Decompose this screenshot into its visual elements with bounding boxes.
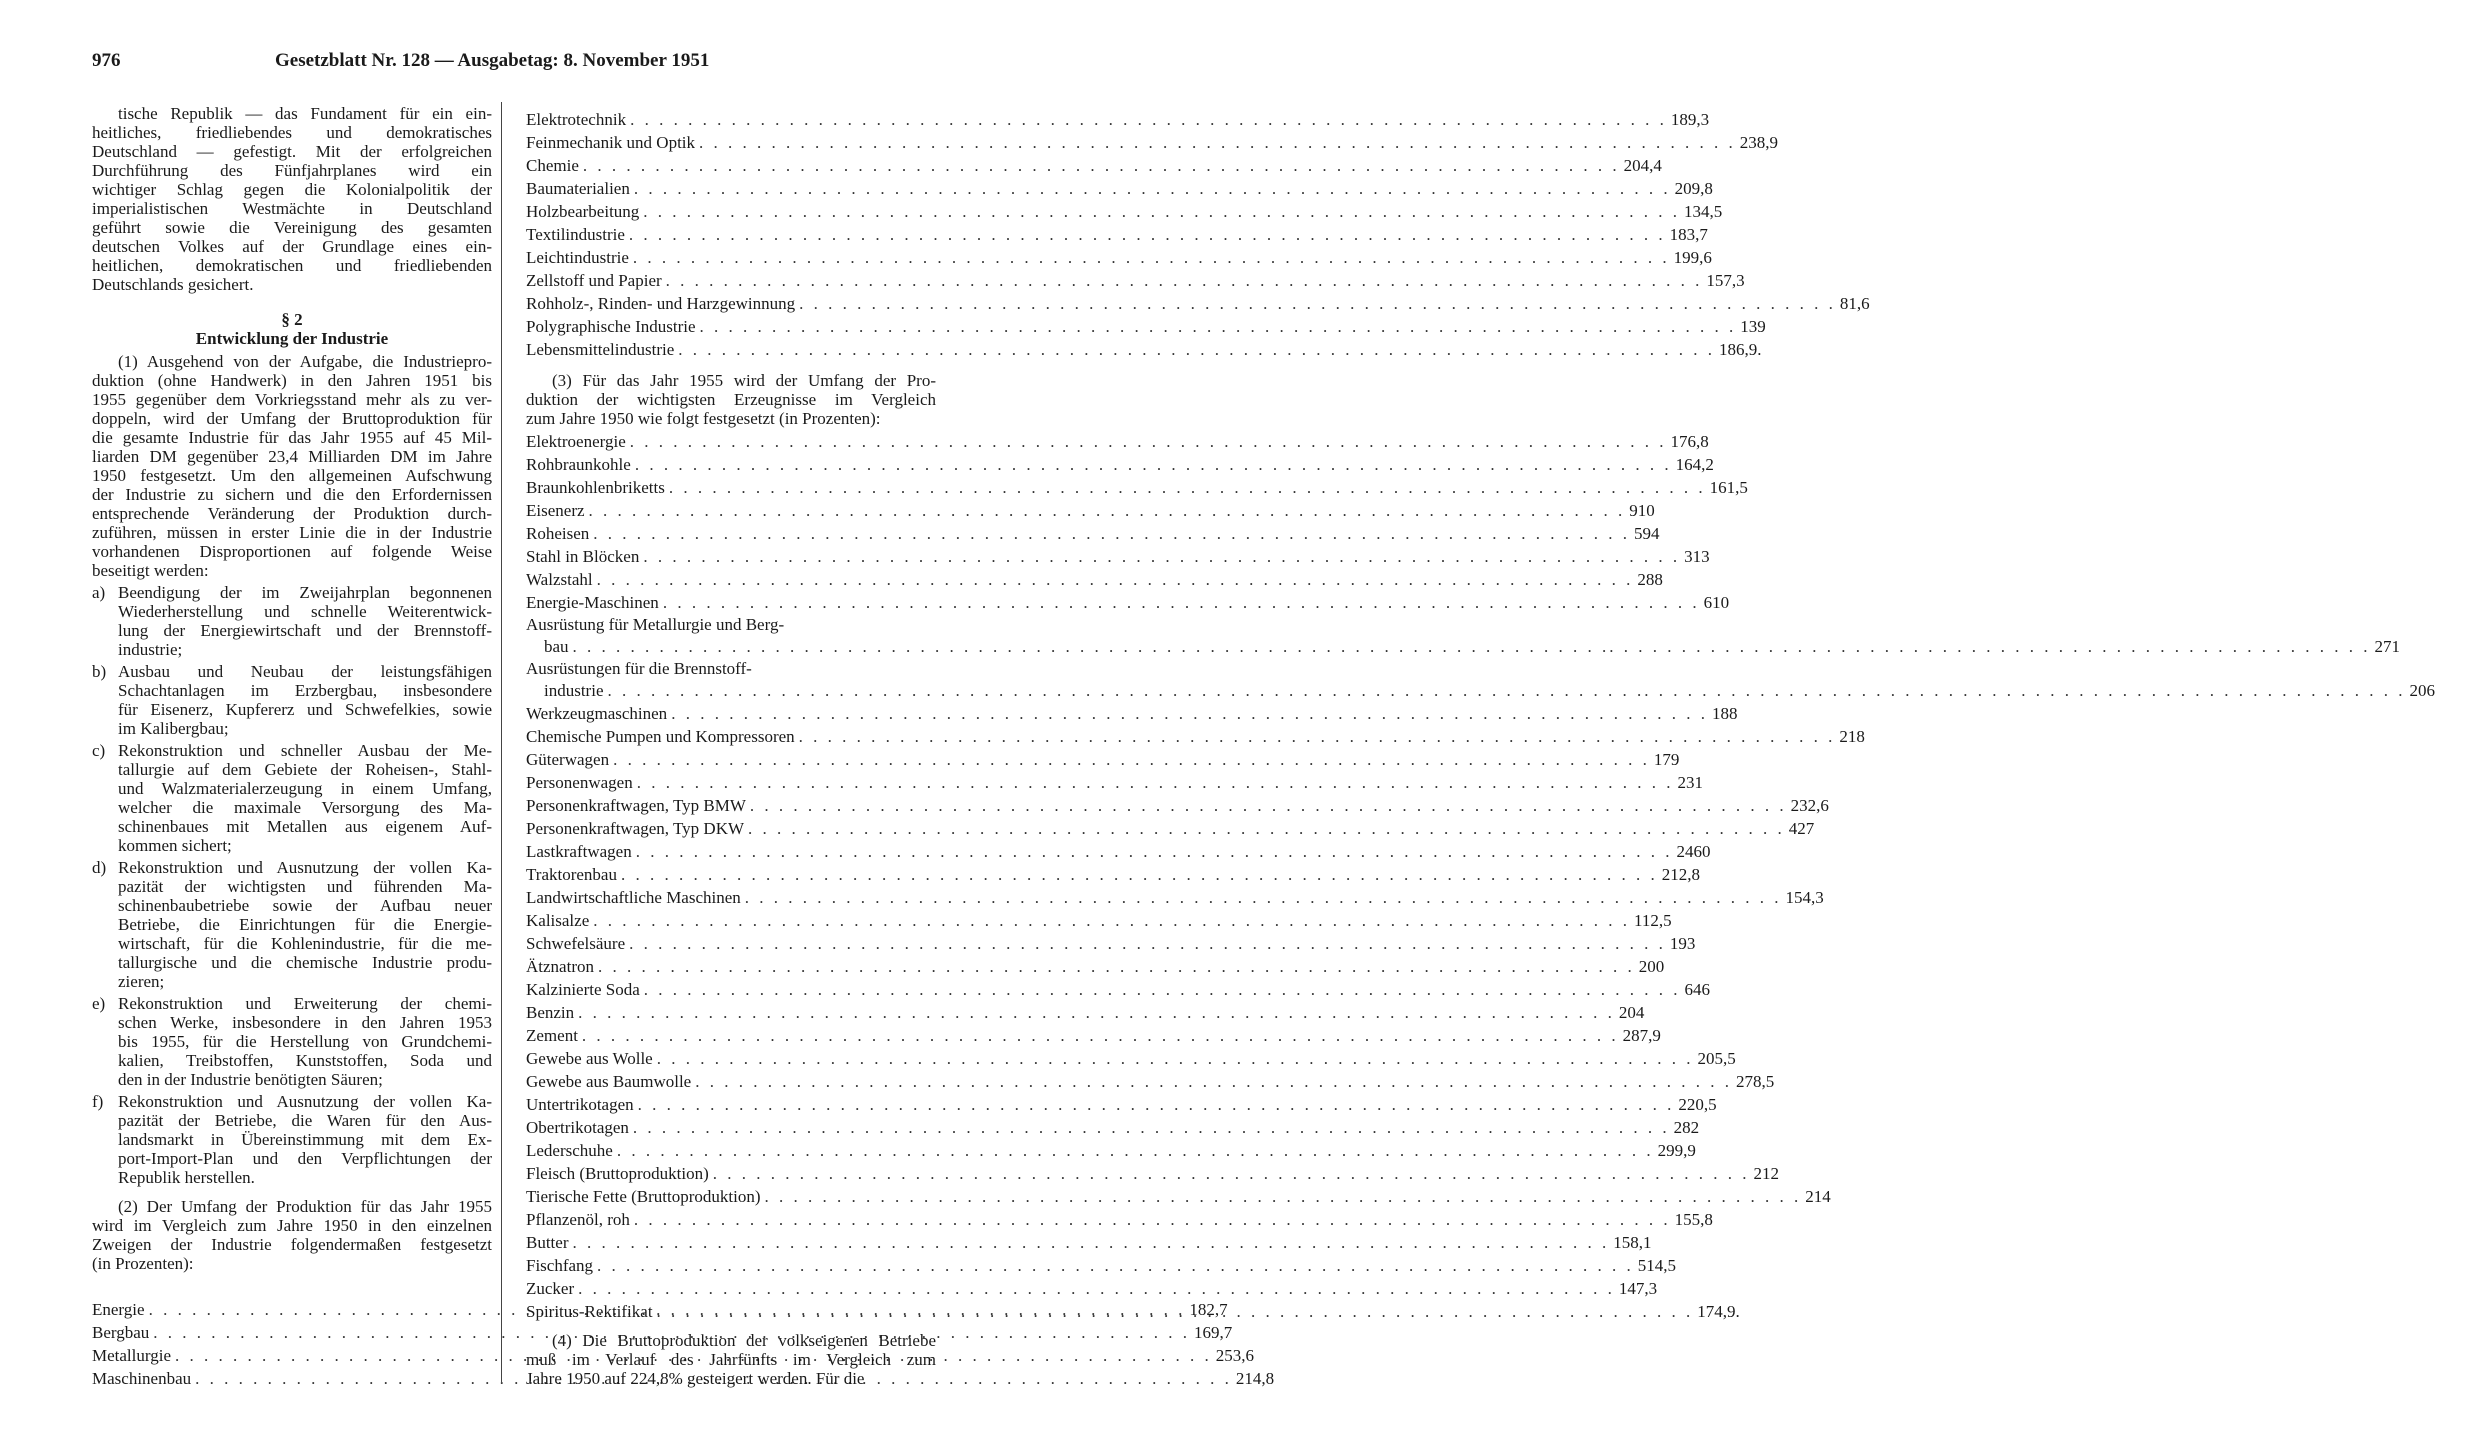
product-row — [526, 817, 1815, 840]
branch-label: Bergbau — [92, 1323, 150, 1342]
product-value: 313 — [1684, 547, 1710, 566]
text-line: Betriebe, die Einrichtungen für die Energie- — [118, 915, 492, 934]
text-line: Beendigung der im Zweijahrplan begonnenen — [118, 583, 492, 602]
product-label: Personenkraftwagen, Typ DKW — [526, 819, 745, 838]
product-value: 288 — [1637, 570, 1663, 589]
product-row — [526, 909, 1672, 932]
product-value: 161,5 — [1709, 478, 1748, 497]
section-heading — [92, 310, 492, 348]
product-value: 910 — [1629, 501, 1655, 520]
section-number: § 2 — [281, 310, 303, 329]
dot-leader — [593, 1254, 1638, 1277]
product-value: 164,2 — [1675, 455, 1714, 474]
product-label: Lederschuhe — [526, 1141, 613, 1160]
product-value: 231 — [1677, 773, 1703, 792]
dot-leader — [795, 725, 1840, 748]
branch-label: Polygraphische Industrie — [526, 317, 696, 336]
text-line: zieren; — [118, 972, 165, 991]
text-line: Deutschlands gesichert. — [92, 275, 254, 294]
text-line: für Eisenerz, Kupfererz und Schwefelkies, sowie — [118, 700, 492, 719]
list-marker: b) — [92, 662, 107, 681]
product-value: 282 — [1673, 1118, 1700, 1137]
dot-leader — [589, 909, 1634, 932]
text-line: schen Werke, insbesondere in den Jahren 1953 — [118, 1013, 492, 1032]
text-line: Schachtanlagen im Erzbergbau, insbesondere — [118, 681, 492, 700]
dot-leader — [579, 154, 1624, 177]
product-row — [526, 1116, 1700, 1139]
product-row — [526, 771, 1703, 794]
branch-row — [526, 131, 1779, 154]
dot-leader — [744, 817, 1789, 840]
text-line: Zweigen der Industrie folgendermaßen festgesetzt — [92, 1235, 492, 1254]
text-line: imperialistischen Westmächte in Deutschland — [92, 199, 492, 218]
branch-row — [526, 269, 1745, 292]
branch-value: 186,9. — [1719, 340, 1762, 359]
dot-leader — [741, 886, 1786, 909]
text-line: Wiederherstellung und schnelle Weiterentwick- — [118, 602, 492, 621]
product-label: Tierische Fette (Bruttoproduktion) — [526, 1187, 761, 1206]
paragraph-4 — [526, 1331, 936, 1388]
product-label: Gewebe aus Baumwolle — [526, 1072, 692, 1091]
dot-leader — [665, 476, 1710, 499]
list-marker: a) — [92, 583, 106, 602]
product-row — [526, 658, 2435, 702]
list-marker: d) — [92, 858, 107, 877]
dot-leader — [746, 794, 1791, 817]
product-row — [526, 591, 1730, 614]
product-row — [526, 1185, 1831, 1208]
product-label: Schwefelsäure — [526, 934, 626, 953]
text-line: muß im Verlauf des Jahrfünfts im Vergleich zum — [526, 1350, 936, 1369]
industry-branches-table-cont — [526, 108, 1870, 361]
list-item-text — [118, 994, 492, 1089]
product-value: 155,8 — [1674, 1210, 1713, 1229]
text-line: 1950 festgesetzt. Um den allgemeinen Aufschwung — [92, 466, 492, 485]
branch-value: 81,6 — [1839, 294, 1870, 313]
branch-row — [526, 338, 1762, 361]
product-row — [526, 978, 1711, 1001]
text-line: Deutschland — gefestigt. Mit der erfolgreichen — [92, 142, 492, 161]
product-label: Braunkohlenbriketts — [526, 478, 665, 497]
text-line: die gesamte Industrie für das Jahr 1955 auf 45 Mil- — [92, 428, 492, 447]
product-value: 514,5 — [1637, 1256, 1677, 1275]
product-row — [526, 863, 1700, 886]
branch-row — [526, 292, 1870, 315]
product-value: 232,6 — [1790, 796, 1829, 815]
list-item-text — [118, 1092, 492, 1187]
paragraph-2 — [92, 1197, 492, 1273]
text-line: und Walzmaterialerzeugung in einem Umfang, — [118, 779, 492, 798]
product-label: Ausrüstung für Metallurgie und Berg- — [526, 615, 785, 634]
dot-leader — [626, 108, 1671, 131]
product-value: 158,1 — [1613, 1233, 1652, 1252]
dot-leader — [613, 1139, 1658, 1162]
product-label: Gewebe aus Wolle — [526, 1049, 653, 1068]
text-line: liarden DM gegenüber 23,4 Milliarden DM im Jahre — [92, 447, 492, 466]
text-line: im Kalibergbau; — [118, 719, 229, 738]
product-label: Zucker — [526, 1279, 575, 1298]
product-label: Elektroenergie — [526, 432, 626, 451]
branch-value: 183,7 — [1669, 225, 1708, 244]
list-item — [92, 741, 492, 855]
dot-leader — [659, 591, 1704, 614]
product-value: 287,9 — [1622, 1026, 1661, 1045]
text-line: wichtiger Schlag gegen die Kolonialpolitik der — [92, 180, 492, 199]
product-label: Ätznatron — [526, 957, 594, 976]
product-value: 154,3 — [1785, 888, 1824, 907]
product-label: Rohbraunkohle — [526, 455, 631, 474]
text-line: duktion (ohne Handwerk) in den Jahren 1951 bis — [92, 371, 492, 390]
product-value: 204 — [1618, 1003, 1645, 1022]
product-value: 2460 — [1676, 842, 1711, 861]
text-line: Rekonstruktion und Ausnutzung der vollen Ka- — [118, 1092, 492, 1111]
text-line: deutschen Volkes auf der Grundlage eines ein- — [92, 237, 492, 256]
text-line: Jahre 1950 auf 224,8% gesteigert werden. Für die — [526, 1369, 865, 1388]
product-label: Roheisen — [526, 524, 590, 543]
branch-label: Baumaterialien — [526, 179, 630, 198]
dot-leader — [633, 771, 1678, 794]
product-value: 174,9. — [1697, 1302, 1740, 1321]
text-line: kommen sichert; — [118, 836, 232, 855]
text-line: tallurgie auf dem Gebiete der Roheisen-, Stahl- — [118, 760, 492, 779]
page-header — [92, 50, 732, 76]
dot-leader — [691, 1070, 1736, 1093]
measures-list — [92, 583, 492, 1187]
product-value: 212 — [1753, 1164, 1779, 1183]
text-line: Durchführung des Fünfjahrplanes wird ein — [92, 161, 492, 180]
text-line: Ausbau und Neubau der leistungsfähigen — [118, 662, 492, 681]
product-row — [526, 1070, 1775, 1093]
product-row — [526, 1277, 1658, 1300]
branch-value: 209,8 — [1674, 179, 1713, 198]
product-row — [526, 522, 1660, 545]
branch-value: 238,9 — [1739, 133, 1779, 152]
dot-leader: . . . . . . . . . . . . . . . . . . . . . . . . . . . . . . . . . . . . . . . . . . . . . . . . . . . . . . . . — [604, 680, 2410, 702]
product-value: 179 — [1653, 750, 1680, 769]
text-line: zum Jahre 1950 wie folgt festgesetzt (in Prozenten): — [526, 409, 881, 428]
product-row — [526, 430, 1709, 453]
list-item — [92, 1092, 492, 1187]
branch-label: Metallurgie — [92, 1346, 171, 1365]
list-item-text — [118, 583, 492, 659]
dot-leader — [631, 453, 1676, 476]
text-line: (4) Die Bruttoproduktion der volkseigenen Betriebe — [552, 1331, 936, 1350]
text-line: welcher die maximale Versorgung des Ma- — [118, 798, 492, 817]
branch-row — [526, 246, 1712, 269]
branch-value: 214,8 — [1235, 1369, 1275, 1388]
product-value: 427 — [1788, 819, 1815, 838]
dot-leader — [589, 522, 1634, 545]
text-line: port-Import-Plan und den Verpflichtungen der — [118, 1149, 492, 1168]
text-line: Rekonstruktion und Ausnutzung der vollen Ka- — [118, 858, 492, 877]
text-line: (2) Der Umfang der Produktion für das Jahr 1955 — [118, 1197, 492, 1216]
text-line: pazität der wichtigsten und führenden Ma- — [118, 877, 492, 896]
branch-label: Chemie — [526, 156, 579, 175]
product-label: Traktorenbau — [526, 865, 617, 884]
dot-leader — [640, 978, 1685, 1001]
list-marker: c) — [92, 741, 106, 760]
product-row — [526, 1047, 1736, 1070]
dot-leader — [709, 1162, 1754, 1185]
product-row — [526, 840, 1711, 863]
product-label: Kalisalze — [526, 911, 590, 930]
dot-leader — [574, 1277, 1619, 1300]
column-divider — [501, 102, 502, 1382]
branch-value: 134,5 — [1684, 202, 1723, 221]
text-line: landsmarkt in Übereinstimmung mit dem Ex- — [118, 1130, 492, 1149]
dot-leader — [761, 1185, 1806, 1208]
branch-label: Energie — [92, 1300, 145, 1319]
product-label: Stahl in Blöcken — [526, 547, 640, 566]
product-row — [526, 1208, 1713, 1231]
product-value: 646 — [1684, 980, 1711, 999]
product-label: Fleisch (Bruttoproduktion) — [526, 1164, 709, 1183]
dot-leader — [625, 932, 1670, 955]
product-value: 147,3 — [1618, 1279, 1658, 1298]
product-label: Fischfang — [526, 1256, 594, 1275]
list-item — [92, 994, 492, 1089]
dot-leader — [639, 545, 1684, 568]
product-label: Walzstahl — [526, 570, 593, 589]
product-value: 206 — [2409, 681, 2435, 700]
list-item-text — [118, 741, 492, 855]
branch-label: Rohholz-, Rinden- und Harzgewinnung — [526, 294, 796, 313]
product-label: Zement — [526, 1026, 578, 1045]
product-label: Obertrikotagen — [526, 1118, 629, 1137]
list-item-text — [118, 662, 492, 738]
product-value: 218 — [1839, 727, 1865, 746]
text-line: 1955 gegenüber dem Vorkriegsstand mehr als zu ver- — [92, 390, 492, 409]
dot-leader — [629, 246, 1674, 269]
branch-row — [526, 315, 1766, 338]
product-label: Kalzinierte Soda — [526, 980, 640, 999]
text-line: entsprechende Veränderung der Produktion durch- — [92, 504, 492, 523]
branch-value: 189,3 — [1670, 110, 1710, 129]
product-label: Güterwagen — [526, 750, 610, 769]
product-row — [526, 476, 1748, 499]
product-label: Benzin — [526, 1003, 575, 1022]
dot-leader — [574, 1001, 1619, 1024]
dot-leader — [609, 748, 1654, 771]
product-row — [526, 1231, 1652, 1254]
text-line: tische Republik — das Fundament für ein ein- — [118, 104, 492, 123]
product-row — [526, 886, 1824, 909]
product-row — [526, 1254, 1677, 1277]
product-row — [526, 932, 1696, 955]
intro-paragraph — [92, 104, 492, 294]
text-line: Rekonstruktion und schneller Ausbau der Me- — [118, 741, 492, 760]
dot-leader — [626, 430, 1671, 453]
branch-label: Feinmechanik und Optik — [526, 133, 696, 152]
dot-leader — [634, 1093, 1679, 1116]
product-row — [526, 955, 1665, 978]
product-label: Personenkraftwagen, Typ BMW — [526, 796, 746, 815]
list-item — [92, 662, 492, 738]
product-label: Personenwagen — [526, 773, 633, 792]
dot-leader — [695, 131, 1740, 154]
product-value: 188 — [1711, 704, 1738, 723]
text-line: (1) Ausgehend von der Aufgabe, die Industriepro- — [118, 352, 492, 371]
product-label: Butter — [526, 1233, 569, 1252]
product-label-cont — [526, 636, 2401, 658]
product-row — [526, 453, 1714, 476]
branch-value: 157,3 — [1706, 271, 1745, 290]
product-label: bau — [544, 637, 569, 656]
dot-leader — [667, 702, 1712, 725]
branch-label: Lebensmittelindustrie — [526, 340, 675, 359]
product-value: 594 — [1634, 524, 1660, 543]
product-row — [526, 794, 1829, 817]
branch-label: Maschinenbau — [92, 1369, 192, 1388]
dot-leader — [795, 292, 1840, 315]
branch-value: 253,6 — [1215, 1346, 1254, 1365]
product-value: 112,5 — [1634, 911, 1672, 930]
dot-leader — [630, 1208, 1675, 1231]
product-row — [526, 499, 1655, 522]
text-line: (3) Für das Jahr 1955 wird der Umfang der Pro- — [552, 371, 936, 390]
text-line: heitlichen, demokratischen und friedliebenden — [92, 256, 492, 275]
dot-leader — [569, 1231, 1614, 1254]
product-label: Landwirtschaftliche Maschinen — [526, 888, 741, 907]
text-line: den in der Industrie benötigten Säuren; — [118, 1070, 383, 1089]
text-line: zuführen, müssen in erster Linie die in der Industrie — [92, 523, 492, 542]
product-label: Energie-Maschinen — [526, 593, 659, 612]
branch-value: 169,7 — [1194, 1323, 1233, 1342]
section-title: Entwicklung der Industrie — [195, 329, 389, 348]
product-row — [526, 545, 1710, 568]
branch-label: Elektrotechnik — [526, 110, 627, 129]
branch-label: Holzbearbeitung — [526, 202, 640, 221]
product-row — [526, 1162, 1779, 1185]
page-number: 976 — [92, 50, 121, 71]
text-line: wirtschaft, für die Kohlenindustrie, für die me- — [118, 934, 492, 953]
product-value: 271 — [2374, 637, 2401, 656]
product-row — [526, 614, 2401, 658]
branch-row — [526, 154, 1662, 177]
text-line: (in Prozenten): — [92, 1254, 194, 1273]
product-label: Ausrüstungen für die Brennstoff- — [526, 659, 752, 678]
list-item — [92, 583, 492, 659]
product-value: 278,5 — [1735, 1072, 1775, 1091]
branch-value: 204,4 — [1623, 156, 1662, 175]
list-marker: e) — [92, 994, 106, 1013]
dot-leader — [653, 1300, 1698, 1323]
gazette-title: Gesetzblatt Nr. 128 — Ausgabetag: 8. November 1951 — [275, 50, 710, 71]
dot-leader — [578, 1024, 1623, 1047]
branch-value: 182,7 — [1189, 1300, 1228, 1319]
product-label: Eisenerz — [526, 501, 585, 520]
text-line: wird im Vergleich zum Jahre 1950 in den einzelnen — [92, 1216, 492, 1235]
left-column — [92, 104, 492, 1273]
text-line: tallurgische und die chemische Industrie produ- — [118, 953, 492, 972]
text-line: geführt sowie die Vereinigung des gesamten — [92, 218, 492, 237]
branch-row — [526, 177, 1713, 200]
paragraph-1 — [92, 352, 492, 580]
product-label: Pflanzenöl, roh — [526, 1210, 630, 1229]
text-line: heitliches, friedliebendes und demokratisches — [92, 123, 492, 142]
dot-leader — [594, 955, 1639, 978]
text-line: schinenbaues mit Metallen aus eigenem Auf- — [118, 817, 492, 836]
text-line: bis 1955, für die Herstellung von Grundchemi- — [118, 1032, 492, 1051]
paragraph-3 — [526, 371, 936, 428]
product-label: Lastkraftwagen — [526, 842, 632, 861]
product-label: Untertrikotagen — [526, 1095, 634, 1114]
dot-leader — [639, 200, 1684, 223]
product-label: Chemische Pumpen und Kompressoren — [526, 727, 795, 746]
product-row — [526, 1139, 1696, 1162]
dot-leader — [617, 863, 1662, 886]
product-row — [526, 1024, 1661, 1047]
dot-leader — [593, 568, 1638, 591]
dot-leader — [625, 223, 1670, 246]
product-value: 299,9 — [1657, 1141, 1696, 1160]
product-value: 205,5 — [1697, 1049, 1736, 1068]
product-value: 193 — [1669, 934, 1696, 953]
branch-label: Leichtindustrie — [526, 248, 629, 267]
text-line: doppeln, wird der Umfang der Bruttoproduktion für — [92, 409, 492, 428]
product-label: industrie — [544, 681, 604, 700]
text-line: beseitigt werden: — [92, 561, 209, 580]
text-line: duktion der wichtigsten Erzeugnisse im Vergleich — [526, 390, 936, 409]
product-row — [526, 725, 1865, 748]
product-value: 214 — [1805, 1187, 1831, 1206]
list-item-text — [118, 858, 492, 991]
dot-leader: . . . . . . . . . . . . . . . . . . . . . . . . . . . . . . . . . . . . . . . . . . . . . . . . . . . . . . . . — [569, 636, 2375, 658]
product-row — [526, 1001, 1645, 1024]
product-value: 212,8 — [1661, 865, 1700, 884]
branch-value: 139 — [1740, 317, 1766, 336]
product-value: 220,5 — [1678, 1095, 1717, 1114]
product-value: 176,8 — [1670, 432, 1709, 451]
product-label-cont — [526, 680, 2435, 702]
product-row — [526, 1093, 1717, 1116]
branch-label: Zellstoff und Papier — [526, 271, 662, 290]
product-row — [526, 702, 1738, 725]
product-value: 610 — [1703, 593, 1730, 612]
branch-value: 199,6 — [1673, 248, 1712, 267]
text-line: schinenbaubetriebe sowie der Aufbau neuer — [118, 896, 492, 915]
text-line: der Industrie zu sichern und die den Erfordernissen — [92, 485, 492, 504]
dot-leader — [662, 269, 1707, 292]
branch-row — [526, 223, 1708, 246]
dot-leader — [585, 499, 1630, 522]
dot-leader — [696, 315, 1741, 338]
text-line: vorhandenen Disproportionen auf folgende Weise — [92, 542, 492, 561]
branch-label: Textilindustrie — [526, 225, 625, 244]
list-marker: f) — [92, 1092, 104, 1111]
product-value: 200 — [1638, 957, 1665, 976]
text-line: Rekonstruktion und Erweiterung der chemi- — [118, 994, 492, 1013]
dot-leader — [629, 1116, 1674, 1139]
text-line: lung der Energiewirtschaft und der Brennstoff- — [118, 621, 492, 640]
product-label: Spiritus-Rektifikat — [526, 1302, 653, 1321]
dot-leader — [630, 177, 1675, 200]
product-row — [526, 568, 1663, 591]
text-line: industrie; — [118, 640, 183, 659]
dot-leader — [674, 338, 1719, 361]
dot-leader — [632, 840, 1677, 863]
dot-leader — [653, 1047, 1698, 1070]
branch-row — [526, 108, 1710, 131]
text-line: pazität der Betriebe, die Waren für den Aus- — [118, 1111, 492, 1130]
list-item — [92, 858, 492, 991]
branch-row — [526, 200, 1723, 223]
text-line: kalien, Treibstoffen, Kunststoffen, Soda und — [118, 1051, 492, 1070]
product-row — [526, 748, 1680, 771]
text-line: Republik herstellen. — [118, 1168, 255, 1187]
product-label: Werkzeugmaschinen — [526, 704, 668, 723]
